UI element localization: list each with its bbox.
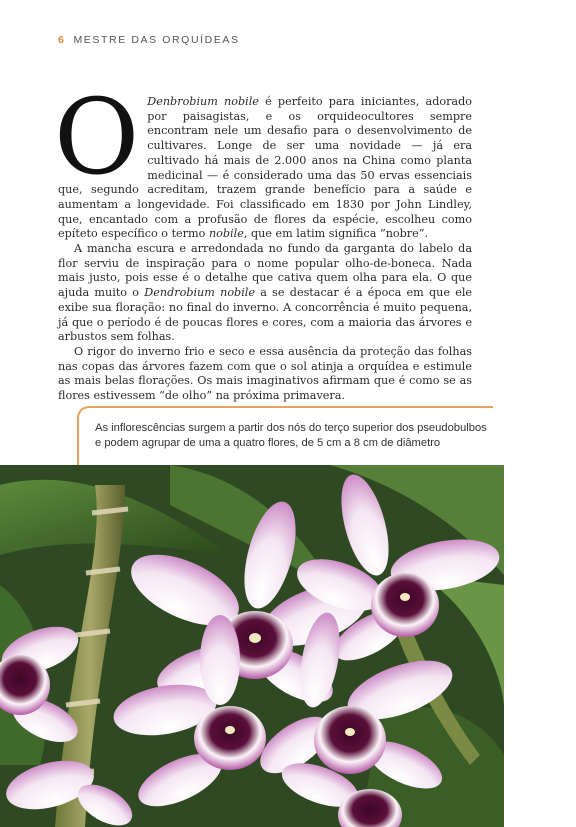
page-number: 6 [58,34,66,46]
drop-cap: O [54,76,140,198]
orchid-illustration [0,465,504,827]
caption-box [77,406,493,466]
section-title: MESTRE DAS ORQUÍDEAS [73,34,240,46]
article-body [54,76,473,404]
orchid-photo [0,465,504,827]
paragraph-3: O rigor do inverno frio e seco e essa ausência da proteção das folhas nas copas das árvores fazem com que o sol atinja a orquídea e estimule as mais belas florações. Os mais imaginativos afirmam que é como se as flores estivessem “de olho” na próxima primavera. [58,344,472,403]
photo-caption: As inflorescências surgem a partir dos nós do terço superior dos pseudobulbos e podem agrupar de uma a quatro flores, de 5 cm a 8 cm de diâmetro [95,422,487,449]
species-name: Denbrobium nobile [147,95,259,108]
running-head [58,34,240,46]
paragraph-2: A mancha escura e arredondada no fundo da garganta do labelo da flor serviu de inspiração para o nome popular olho-de-boneca. Nada mais justo, pois esse é o detalhe que cativa quem olha para ela. O que ajuda muito o Dendrobium nobile a se destacar é a época em que ele exibe sua floração: no final do inverno. A concorrência é muito pequena, já que o período é de poucas flores e cores, com a maioria das árvores e arbustos sem folhas. [58,242,473,344]
paragraph-1: Denbrobium nobile é perfeito para iniciantes, adorado por paisagistas, e os orquideocultores sempre encontram nele um desafio para o desenvolvimento de cultivares. Longe de ser uma novidade — já era cultivado há mais de 2.000 anos na China como planta medicinal — é considerado uma das 50 ervas essenciais que, segundo acreditam, trazem grande benefício para a saúde e aumentam a longevidade. Foi classificado em 1830 por John Lindley, que, encantado com a profusão de flores da espécie, escolheu como epíteto específico o termo nobile, que em latim significa “nobre”. [58,95,473,241]
